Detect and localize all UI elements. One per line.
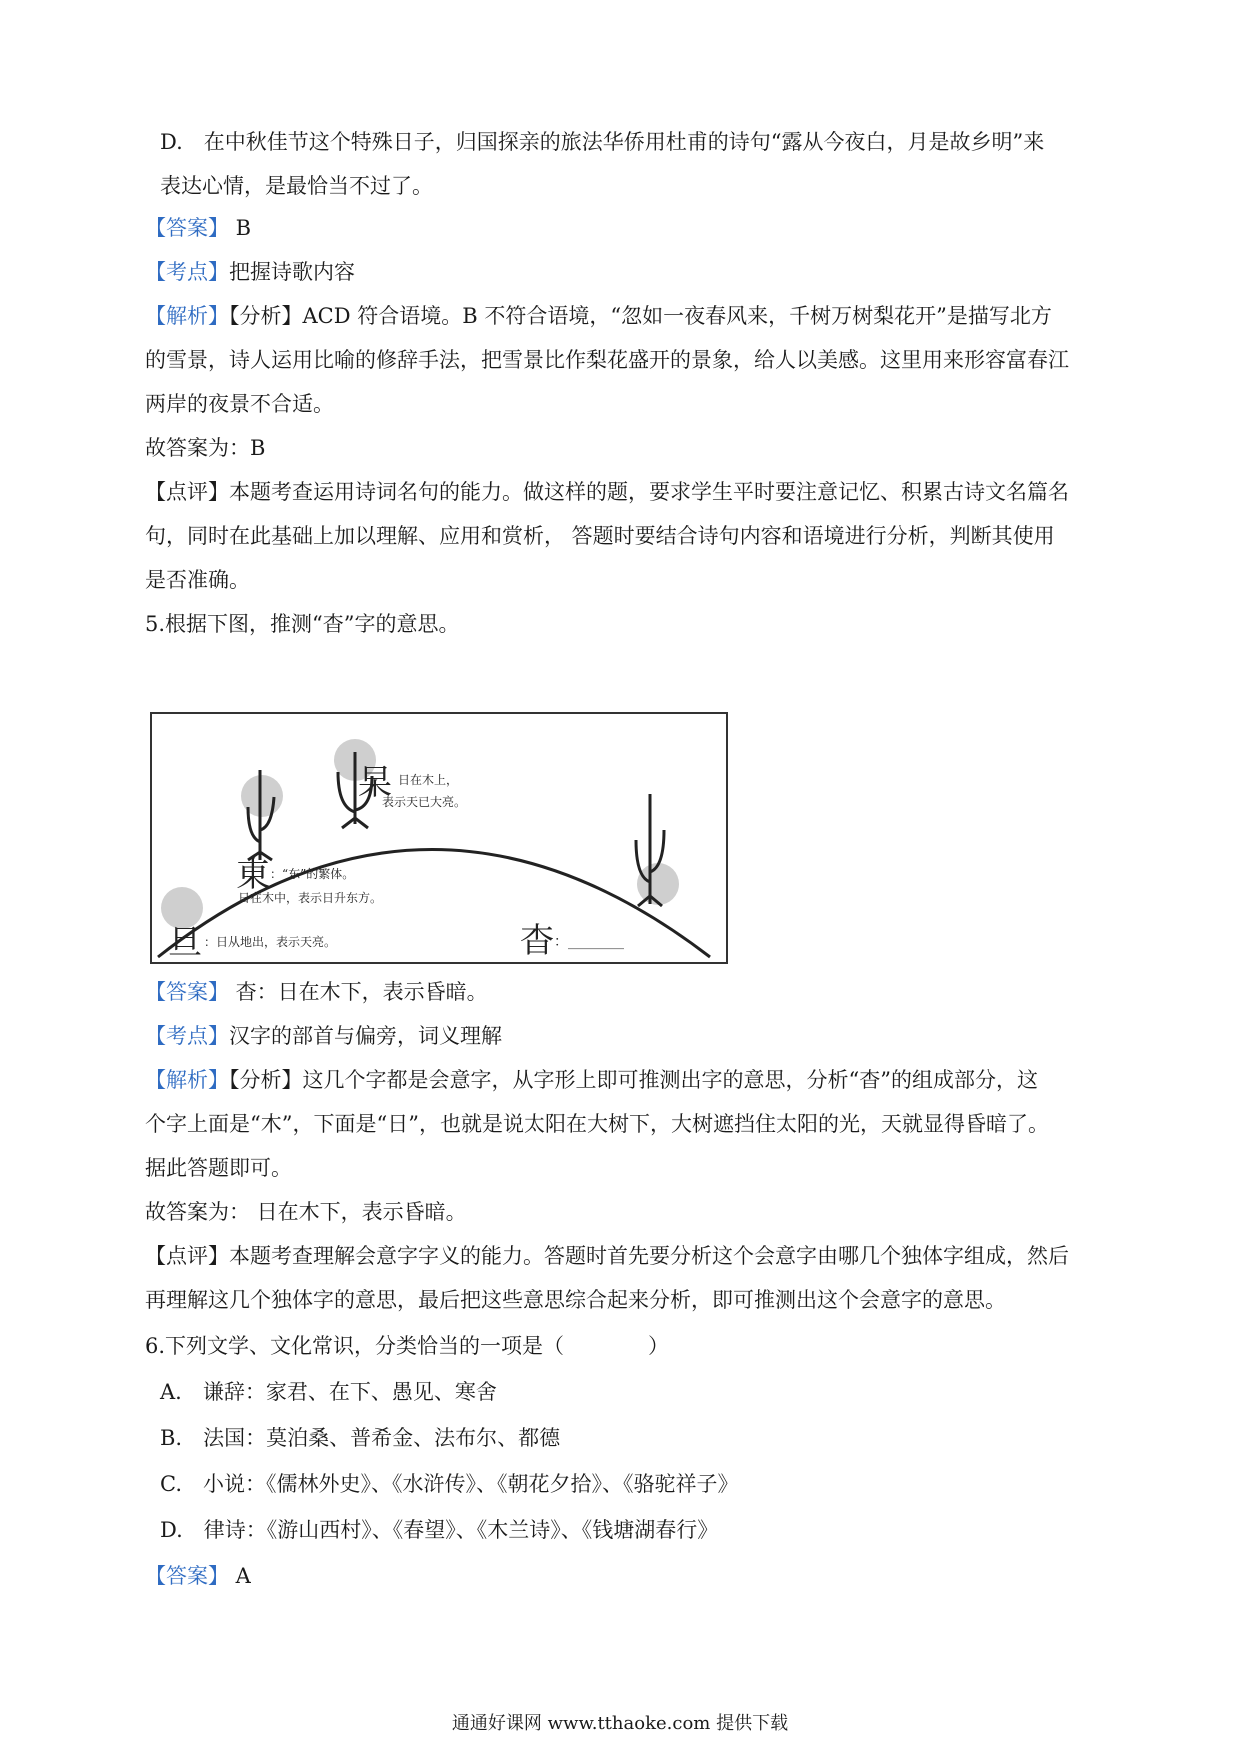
note-gao-2: 表示天已大亮。 bbox=[382, 795, 467, 809]
point-value: 把握诗歌内容 bbox=[229, 260, 355, 284]
answer-tag: 【答案】 bbox=[145, 1564, 229, 1588]
char-dan: 旦 bbox=[168, 923, 202, 963]
q4-option-d-line2: 表达心情，是最恰当不过了。 bbox=[160, 174, 433, 198]
answer-tag: 【答案】 bbox=[145, 980, 229, 1004]
char-gao: 杲 bbox=[358, 763, 392, 803]
q6-option-c: C. 小说：《儒林外史》、《水浒传》、《朝花夕拾》、《骆驼祥子》 bbox=[160, 1472, 739, 1496]
char-yao: 杳 bbox=[520, 921, 554, 961]
q5-figure bbox=[150, 712, 728, 964]
q4-point bbox=[145, 258, 355, 286]
q5-analysis-line2: 个字上面是“木”，下面是“日”，也就是说太阳在大树下，大树遮挡住太阳的光，天就显得昏暗了。 bbox=[145, 1112, 1049, 1136]
q5-comment-line2: 再理解这几个独体字的意思，最后把这些意思综合起来分析，即可推测出这个会意字的意思。 bbox=[145, 1288, 1006, 1312]
note-dan: ：日从地出，表示天亮。 bbox=[204, 935, 337, 949]
q5-answer bbox=[145, 978, 488, 1006]
q6-answer bbox=[145, 1562, 251, 1590]
point-value: 汉字的部首与偏旁，词义理解 bbox=[229, 1024, 502, 1048]
q5-comment-line1 bbox=[145, 1242, 1069, 1270]
q4-analysis-line1 bbox=[145, 302, 1052, 330]
q5-question: 5.根据下图，推测“杳”字的意思。 bbox=[145, 612, 460, 636]
note-dong-2: 日在木中，表示日升东方。 bbox=[238, 891, 383, 905]
q5-analysis-line1 bbox=[145, 1066, 1038, 1094]
note-dong-1: ：“东”的繁体。 bbox=[270, 867, 355, 881]
figure-border bbox=[151, 713, 727, 963]
q4-comment-line3: 是否准确。 bbox=[145, 568, 250, 592]
analysis-text: 【分析】这几个字都是会意字，从字形上即可推测出字的意思，分析“杳”的组成部分，这 bbox=[229, 1068, 1038, 1092]
q6-option-b: B. 法国：莫泊桑、普希金、法布尔、都德 bbox=[160, 1426, 561, 1450]
q4-analysis-line3: 两岸的夜景不合适。 bbox=[145, 392, 334, 416]
q4-comment-line1 bbox=[145, 478, 1069, 506]
analysis-tag: 【解析】 bbox=[145, 304, 229, 328]
comment-text: 本题考查理解会意字字义的能力。答题时首先要分析这个会意字由哪几个独体字组成，然后 bbox=[229, 1244, 1069, 1268]
analysis-text: 【分析】ACD 符合语境。B 不符合语境，“忽如一夜春风来，千树万树梨花开”是描写北方 bbox=[229, 304, 1052, 328]
q4-option-d-line1: D. 在中秋佳节这个特殊日子，归国探亲的旅法华侨用杜甫的诗句“露从今夜白，月是故乡明”来 bbox=[160, 130, 1045, 154]
comment-tag: 【点评】 bbox=[145, 1244, 229, 1268]
page-footer: 通通好课网 www.tthaoke.com 提供下载 bbox=[451, 1713, 789, 1734]
sun-icon-yao bbox=[637, 863, 679, 905]
comment-text: 本题考查运用诗词名句的能力。做这样的题，要求学生平时要注意记忆、积累古诗文名篇名 bbox=[229, 480, 1069, 504]
point-tag: 【考点】 bbox=[145, 1024, 229, 1048]
blank-yao: ：________ bbox=[554, 934, 624, 950]
q5-final-answer: 故答案为： 日在木下，表示昏暗。 bbox=[145, 1200, 467, 1224]
q5-analysis-line3: 据此答题即可。 bbox=[145, 1156, 292, 1180]
comment-tag: 【点评】 bbox=[145, 480, 229, 504]
answer-value: A bbox=[229, 1564, 251, 1588]
point-tag: 【考点】 bbox=[145, 260, 229, 284]
answer-value: 杳：日在木下，表示昏暗。 bbox=[229, 980, 488, 1004]
answer-tag: 【答案】 bbox=[145, 216, 229, 240]
note-gao-1: 日在木上， bbox=[398, 773, 459, 787]
analysis-tag: 【解析】 bbox=[145, 1068, 229, 1092]
q6-option-a: A. 谦辞：家君、在下、愚见、寒舍 bbox=[160, 1380, 497, 1404]
answer-value: B bbox=[229, 216, 252, 240]
q4-analysis-line2: 的雪景，诗人运用比喻的修辞手法，把雪景比作梨花盛开的景象，给人以美感。这里用来形容富春江 bbox=[145, 348, 1069, 372]
q6-question: 6.下列文学、文化常识，分类恰当的一项是（ ） bbox=[145, 1334, 670, 1358]
q4-answer bbox=[145, 214, 251, 242]
char-dong: 東 bbox=[236, 855, 270, 895]
q5-point bbox=[145, 1022, 502, 1050]
q4-comment-line2: 句，同时在此基础上加以理解、应用和赏析， 答题时要结合诗句内容和语境进行分析，判断其使用 bbox=[145, 524, 1055, 548]
q6-option-d: D. 律诗：《游山西村》、《春望》、《木兰诗》、《钱塘湖春行》 bbox=[160, 1518, 719, 1542]
q4-final-answer: 故答案为：B bbox=[145, 436, 266, 460]
